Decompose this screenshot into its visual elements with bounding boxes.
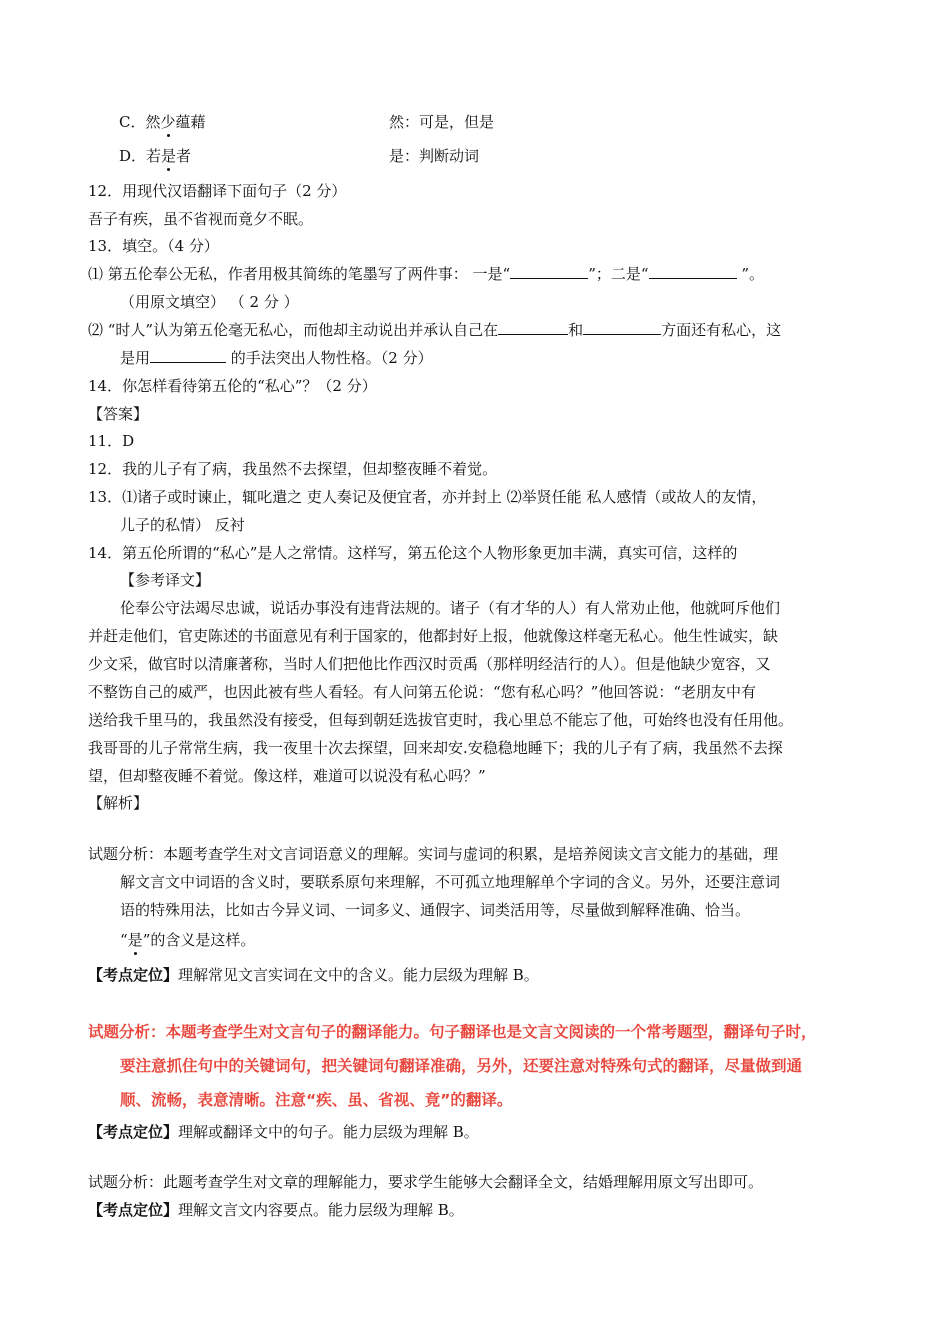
answer-13-line2: 儿子的私情） 反衬	[120, 516, 245, 534]
fill-blank-2[interactable]	[649, 264, 737, 279]
q13-part2-text-d: 是用	[120, 349, 151, 367]
analysis-heading: 【解析】	[88, 794, 149, 812]
q13-part1-text-b: ”；二是“	[588, 265, 649, 283]
translation-line: 不整饬自己的威严，也因此被有些人看轻。有人问第五伦说：“您有私心吗？”他回答说：“老朋友中有	[88, 683, 757, 701]
knowledge-point-text: 理解文言文内容要点。能力层级为理解 B。	[178, 1201, 464, 1219]
q12-sentence: 吾子有疾，虽不省视而竟夕不眠。	[88, 210, 314, 228]
option-c-pre: 然	[145, 113, 161, 131]
q13-part2-text-b: 和	[568, 321, 584, 339]
answer-13-line1: 13．⑴诸子或时谏止，辄叱遣之 吏人奏记及便宜者，亦并封上 ⑵举贤任能 私人感情（或故人的友情，	[88, 488, 767, 506]
option-c-label: C．	[119, 113, 146, 131]
knowledge-point-text: 理解或翻译文中的句子。能力层级为理解 B。	[178, 1123, 479, 1141]
fill-blank-4[interactable]	[583, 320, 661, 335]
answer-12: 12．我的儿子有了病，我虽然不去探望，但却整夜睡不着觉。	[88, 460, 498, 478]
knowledge-point-tag: 【考点定位】	[88, 966, 179, 984]
option-d-dotted-char: 是	[161, 147, 177, 165]
answer-heading: 【答案】	[88, 405, 149, 423]
q12-title: 12．用现代汉语翻译下面句子（2 分）	[88, 182, 347, 200]
fill-blank-5[interactable]	[150, 348, 226, 363]
dotted-char: 是	[127, 931, 143, 949]
analysis-p3-tag-line	[88, 1200, 464, 1220]
q13-part2	[88, 320, 781, 340]
analysis-p1-tag-line	[88, 965, 539, 985]
fill-blank-1[interactable]	[510, 264, 588, 279]
q13-part2-text-e: 的手法突出人物性格。（2 分）	[226, 349, 433, 367]
q13-part2-cont	[120, 348, 433, 368]
option-c	[119, 112, 206, 132]
q13-part1-note: （用原文填空） （ 2 分 ）	[120, 293, 299, 311]
q13-title: 13．填空。（4 分）	[88, 237, 219, 255]
answer-11: 11．D	[88, 432, 135, 450]
translation-line: 伦奉公守法竭尽忠诚，说话办事没有违背法规的。诸子（有才华的人）有人常劝止他，他就呵斥他们	[120, 599, 781, 617]
q13-part1	[88, 264, 764, 284]
analysis-p2-red-line: 要注意抓住句中的关键词句，把关键词句翻译准确，另外，还要注意对特殊句式的翻译，尽量做到通	[120, 1057, 803, 1075]
q13-part2-text-c: 方面还有私心，这	[661, 321, 782, 339]
analysis-p1-line: 语的特殊用法，比如古今异义词、一词多义、通假字、词类活用等，尽量做到解释准确、恰当。	[120, 901, 751, 919]
translation-line: 望，但却整夜睡不着觉。像这样，难道可以说没有私心吗？”	[88, 767, 486, 785]
translation-line: 送给我千里马的，我虽然没有接受，但每到朝廷选拔官吏时，我心里总不能忘了他，可始终也没有任用他。	[88, 711, 794, 729]
q13-part2-text-a: ⑵ “时人”认为第五伦毫无私心，而他却主动说出并承认自己在	[88, 321, 499, 339]
analysis-p2-tag-line	[88, 1122, 479, 1142]
quote-open: “	[120, 931, 128, 949]
fill-blank-3[interactable]	[498, 320, 568, 335]
option-d	[119, 146, 191, 166]
option-d-explanation: 是：判断动词	[389, 147, 480, 165]
translation-line: 我哥哥的儿子常常生病，我一夜里十次去探望，回来却安.安稳稳地睡下；我的儿子有了病，我虽然不去探	[88, 739, 783, 757]
analysis-p2-red-line: 试题分析：本题考查学生对文言句子的翻译能力。句子翻译也是文言文阅读的一个常考题型，翻译句子时，	[88, 1023, 817, 1041]
option-c-dotted-char: 少	[160, 113, 176, 131]
knowledge-point-tag: 【考点定位】	[88, 1201, 179, 1219]
knowledge-point-text: 理解常见文言实词在文中的含义。能力层级为理解 B。	[178, 966, 539, 984]
option-c-explanation: 然：可是，但是	[389, 113, 495, 131]
analysis-p1-last-text: ”的含义是这样。	[142, 931, 256, 949]
option-d-post: 者	[176, 147, 192, 165]
q13-part1-text-c: ”。	[736, 265, 764, 283]
analysis-p2-red-line: 顺、流畅，表意清晰。注意“疾、虽、省视、竟”的翻译。	[120, 1091, 513, 1109]
knowledge-point-tag: 【考点定位】	[88, 1123, 179, 1141]
option-d-label: D．若	[119, 147, 162, 165]
analysis-p1-line: 试题分析：本题考查学生对文言词语意义的理解。实词与虚词的积累，是培养阅读文言文能力的基础，理	[88, 845, 779, 863]
q14-title: 14．你怎样看待第五伦的“私心”？（2 分）	[88, 377, 377, 395]
analysis-p1-line: 解文言文中词语的含义时，要联系原句来理解，不可孤立地理解单个字词的含义。另外，还要注意词	[120, 873, 781, 891]
analysis-p3-text: 试题分析：此题考查学生对文章的理解能力，要求学生能够大会翻译全文，结婚理解用原文写出即可。	[88, 1173, 764, 1191]
analysis-p1-last	[120, 930, 255, 950]
q13-part1-text-a: ⑴ 第五伦奉公无私，作者用极其简练的笔墨写了两件事： 一是“	[88, 265, 511, 283]
translation-line: 少文采，做官时以清廉著称，当时人们把他比作西汉时贡禹（那样明经洁行的人）。但是他缺少宽容，又	[88, 655, 771, 673]
translation-heading: 【参考译文】	[120, 571, 211, 589]
answer-14: 14．第五伦所谓的“私心”是人之常情。这样写，第五伦这个人物形象更加丰满，真实可信，这样的	[88, 544, 738, 562]
translation-line: 并赶走他们，官吏陈述的书面意见有利于国家的，他都封好上报，他就像这样毫无私心。他生性诚实，缺	[88, 627, 779, 645]
option-c-post: 蕴藉	[175, 113, 206, 131]
